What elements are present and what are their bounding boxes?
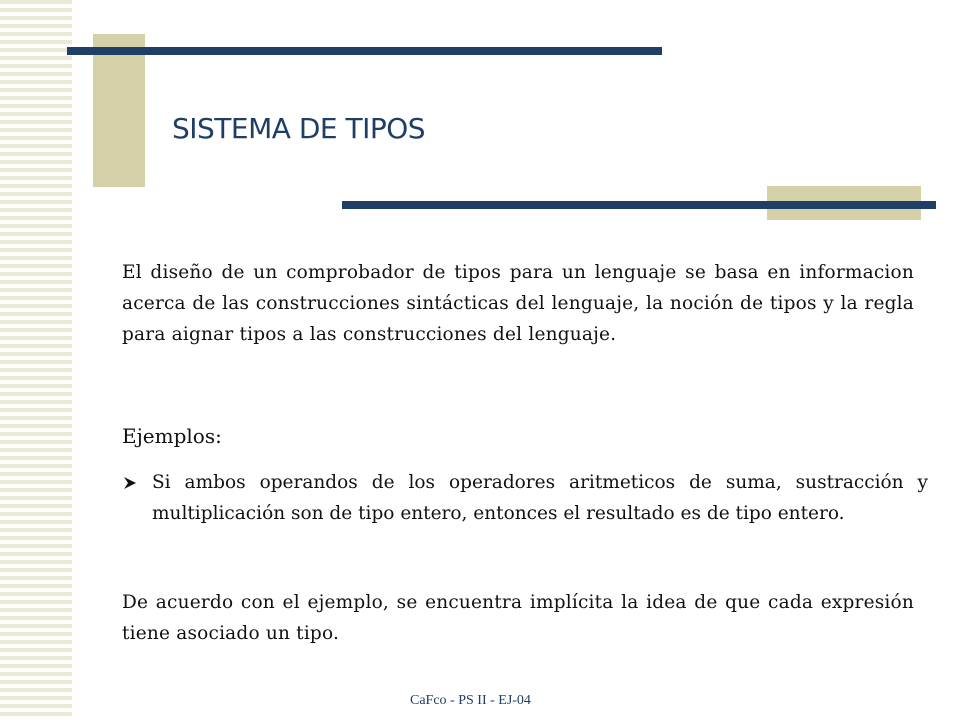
examples-heading: Ejemplos:	[122, 424, 222, 448]
example-bullet-item	[122, 467, 928, 529]
example-bullet-text: Si ambos operandos de los operadores aritmeticos de suma, sustracción y multiplicación son de tipo entero, entonces el resultado es de tipo entero.	[152, 472, 928, 524]
slide-footer: CaFco - PS II - EJ-04	[410, 693, 531, 708]
arrowhead-bullet-icon	[122, 467, 152, 498]
decorative-navy-bar-bottom	[342, 201, 936, 209]
slide-title: SISTEMA DE TIPOS	[172, 112, 426, 145]
decorative-khaki-block-left	[93, 34, 145, 187]
decorative-navy-bar-top	[67, 47, 662, 55]
conclusion-paragraph: De acuerdo con el ejemplo, se encuentra implícita la idea de que cada expresión tiene asociado un tipo.	[122, 592, 914, 644]
decorative-stripe-band	[0, 0, 72, 720]
intro-paragraph: El diseño de un comprobador de tipos para un lenguaje se basa en informacion acerca de las construcciones sintácticas del lenguaje, la noción de tipos y la regla para aignar tipos a las construcciones del lenguaje.	[122, 262, 914, 345]
